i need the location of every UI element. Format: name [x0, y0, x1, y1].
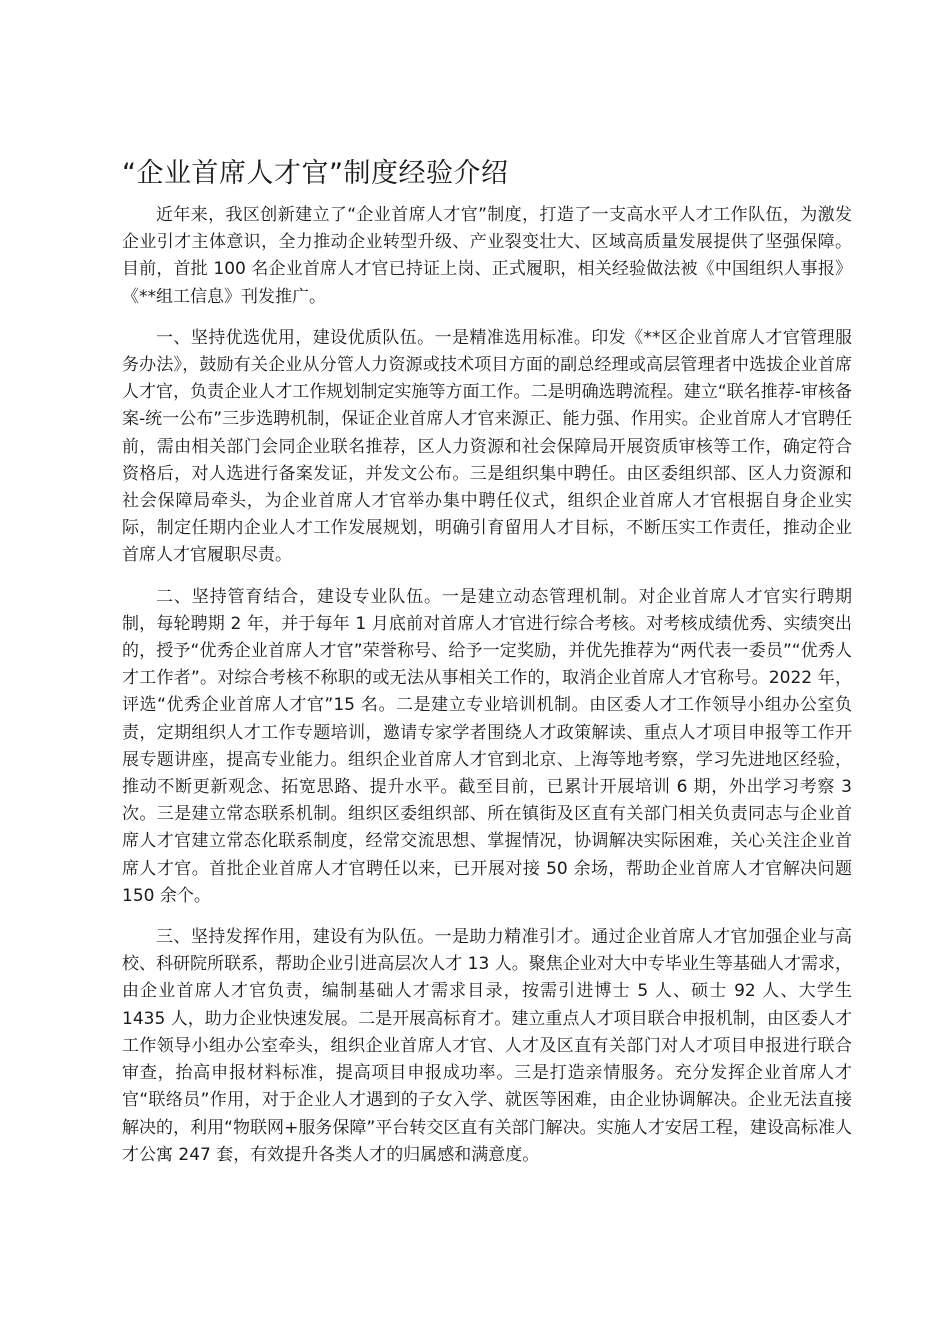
- paragraph-section-1: 一、坚持优选优用，建设优质队伍。一是精准选用标准。印发《**区企业首席人才官管理服务办法》，鼓励有关企业从分管人力资源或技术项目方面的副总经理或高层管理者中选拔企业首席人才官，负责企业人才工作规划制定实施等方面工作。二是明确选聘流程。建立“联名推荐-审核备案-统一公布”三步选聘机制，保证企业首席人才官来源正、能力强、作用实。企业首席人才官聘任前，需由相关部门会同企业联名推荐，区人力资源和社会保障局开展资质审核等工作，确定符合资格后，对人选进行备案发证，并发文公布。三是组织集中聘任。由区委组织部、区人力资源和社会保障局牵头，为企业首席人才官举办集中聘任仪式，组织企业首席人才官根据自身企业实际，制定任期内企业人才工作发展规划，明确引育留用人才目标，不断压实工作责任，推动企业首席人才官履职尽责。: [122, 327, 852, 566]
- paragraph-section-3: 三、坚持发挥作用，建设有为队伍。一是助力精准引才。通过企业首席人才官加强企业与高校、科研院所联系，帮助企业引进高层次人才 13 人。聚焦企业对大中专毕业生等基础人才需求，由企业首席人才官负责，编制基础人才需求目录，按需引进博士 5 人、硕士 92 人、大学生 1435 人，助力企业快速发展。二是开展高标育才。建立重点人才项目联合申报机制，由区委人才工作领导小组办公室牵头，组织企业首席人才官、人才及区直有关部门对人才项目申报进行联合审查，抬高申报材料标准，提高项目申报成功率。三是打造亲情服务。充分发挥企业首席人才官“联络员”作用，对于企业人才遇到的子女入学、就医等困难，由企业协调解决。企业无法直接解决的，利用“物联网+服务保障”平台转交区直有关部门解决。实施人才安居工程，建设高标准人才公寓 247 套，有效提升各类人才的归属感和满意度。: [122, 927, 852, 1165]
- paragraph-intro: 近年来，我区创新建立了“企业首席人才官”制度，打造了一支高水平人才工作队伍，为激发企业引才主体意识，全力推动企业转型升级、产业裂变壮大、区域高质量发展提供了坚强保障。目前，首批 100 名企业首席人才官已持证上岗、正式履职，相关经验做法被《中国组织人事报》《**组工信息》刊发推广。: [122, 205, 852, 307]
- paragraph-section-2: 二、坚持管育结合，建设专业队伍。一是建立动态管理机制。对企业首席人才官实行聘期制，每轮聘期 2 年，并于每年 1 月底前对首席人才官进行综合考核。对考核成绩优秀、实绩突出的，授予“优秀企业首席人才官”荣誉称号、给予一定奖励，并优先推荐为“两代表一委员”“优秀人才工作者”。对综合考核不称职的或无法从事相关工作的，取消企业首席人才官称号。2022 年，评选“优秀企业首席人才官”15 名。二是建立专业培训机制。由区委人才工作领导小组办公室负责，定期组织人才工作专题培训，邀请专家学者围绕人才政策解读、重点人才项目申报等工作开展专题讲座，提高专业能力。组织企业首席人才官到北京、上海等地考察，学习先进地区经验，推动不断更新观念、拓宽思路、提升水平。截至目前，已累计开展培训 6 期，外出学习考察 3 次。三是建立常态联系机制。组织区委组织部、所在镇街及区直有关部门相关负责同志与企业首席人才官建立常态化联系制度，经常交流思想、掌握情况，协调解决实际困难，关心关注企业首席人才官。首批企业首席人才官聘任以来，已开展对接 50 余场，帮助企业首席人才官解决问题 150 余个。: [122, 586, 852, 906]
- document-title: “企业首席人才官”制度经验介绍: [122, 158, 509, 189]
- document-page: [122, 150, 852, 1183]
